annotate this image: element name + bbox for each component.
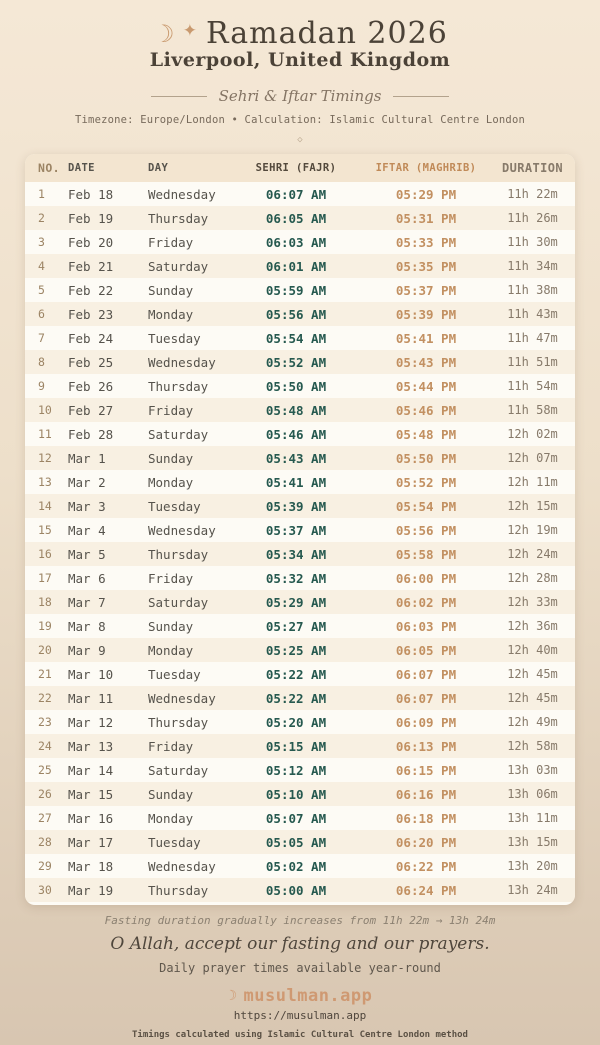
row-date: Mar 12 (68, 714, 114, 730)
row-date: Mar 17 (68, 834, 114, 850)
row-day: Tuesday (148, 834, 201, 850)
table-row (25, 734, 575, 758)
row-duration: 12h 19m (507, 523, 558, 537)
row-no: 26 (38, 787, 52, 801)
row-no: 7 (38, 331, 45, 345)
col-header-duration: DURATION (502, 161, 563, 175)
row-sehri-time: 05:10 AM (265, 786, 327, 802)
row-sehri-time: 05:05 AM (265, 834, 327, 850)
table-row (25, 878, 575, 902)
row-duration: 11h 54m (507, 379, 558, 393)
row-day: Sunday (148, 618, 194, 634)
table-row (25, 302, 575, 326)
row-sehri-time: 05:41 AM (265, 474, 327, 490)
row-iftar-time: 05:37 PM (395, 282, 457, 298)
row-day: Friday (148, 402, 194, 418)
row-sehri-time: 05:54 AM (265, 330, 327, 346)
row-day: Friday (148, 570, 194, 586)
table-row (25, 614, 575, 638)
row-sehri-time: 06:05 AM (265, 210, 327, 226)
row-iftar-time: 05:41 PM (395, 330, 457, 346)
diamond-ornament-icon: ◇ (297, 135, 303, 145)
row-sehri-time: 05:22 AM (265, 690, 327, 706)
row-day: Wednesday (148, 354, 216, 370)
table-row (25, 830, 575, 854)
row-sehri-time: 05:34 AM (265, 546, 327, 562)
row-iftar-time: 06:09 PM (395, 714, 457, 730)
row-day: Wednesday (148, 858, 216, 874)
row-sehri-time: 05:43 AM (265, 450, 327, 466)
timings-table-card (25, 154, 575, 905)
row-no: 29 (38, 859, 52, 873)
row-duration: 12h 45m (507, 691, 558, 705)
calculation-method-note: Timings calculated using Islamic Cultural Centre London method (132, 1030, 468, 1040)
table-row (25, 782, 575, 806)
row-date: Mar 2 (68, 474, 106, 490)
row-date: Mar 15 (68, 786, 114, 802)
row-sehri-time: 05:29 AM (265, 594, 327, 610)
row-no: 22 (38, 691, 52, 705)
row-no: 13 (38, 475, 52, 489)
row-date: Mar 4 (68, 522, 106, 538)
row-date: Feb 25 (68, 354, 114, 370)
row-no: 25 (38, 763, 52, 777)
row-sehri-time: 05:02 AM (265, 858, 327, 874)
row-no: 12 (38, 451, 52, 465)
row-iftar-time: 06:16 PM (395, 786, 457, 802)
row-duration: 13h 11m (507, 811, 558, 825)
row-no: 21 (38, 667, 52, 681)
table-row (25, 470, 575, 494)
row-duration: 11h 38m (507, 283, 558, 297)
row-day: Thursday (148, 210, 209, 226)
row-no: 20 (38, 643, 52, 657)
row-day: Saturday (148, 762, 209, 778)
row-iftar-time: 05:44 PM (395, 378, 457, 394)
row-date: Mar 19 (68, 882, 114, 898)
row-no: 10 (38, 403, 52, 417)
table-row (25, 254, 575, 278)
table-row (25, 326, 575, 350)
row-date: Feb 23 (68, 306, 114, 322)
row-duration: 12h 36m (507, 619, 558, 633)
row-no: 3 (38, 235, 45, 249)
row-no: 23 (38, 715, 52, 729)
row-day: Monday (148, 810, 194, 826)
page-header (0, 0, 600, 145)
row-date: Mar 6 (68, 570, 106, 586)
subtitle-divider (0, 87, 600, 105)
row-no: 19 (38, 619, 52, 633)
col-header-no: NO. (38, 161, 60, 175)
row-date: Feb 21 (68, 258, 114, 274)
row-day: Thursday (148, 546, 209, 562)
row-sehri-time: 05:59 AM (265, 282, 327, 298)
row-sehri-time: 05:00 AM (265, 882, 327, 898)
row-date: Feb 27 (68, 402, 114, 418)
row-duration: 12h 28m (507, 571, 558, 585)
row-day: Friday (148, 234, 194, 250)
row-day: Friday (148, 738, 194, 754)
row-sehri-time: 05:25 AM (265, 642, 327, 658)
row-duration: 11h 58m (507, 403, 558, 417)
table-row (25, 806, 575, 830)
table-row (25, 446, 575, 470)
row-day: Wednesday (148, 186, 216, 202)
row-date: Mar 13 (68, 738, 114, 754)
row-day: Wednesday (148, 690, 216, 706)
row-no: 15 (38, 523, 52, 537)
row-no: 28 (38, 835, 52, 849)
col-header-day: DAY (148, 162, 169, 174)
row-sehri-time: 06:03 AM (265, 234, 327, 250)
row-iftar-time: 05:58 PM (395, 546, 457, 562)
row-day: Tuesday (148, 498, 201, 514)
row-day: Saturday (148, 594, 209, 610)
col-header-sehri: SEHRI (FAJR) (255, 162, 337, 174)
row-iftar-time: 05:31 PM (395, 210, 457, 226)
row-no: 9 (38, 379, 45, 393)
row-date: Feb 28 (68, 426, 114, 442)
row-sehri-time: 05:50 AM (265, 378, 327, 394)
page-title-row (0, 16, 600, 51)
row-date: Feb 20 (68, 234, 114, 250)
row-day: Wednesday (148, 522, 216, 538)
row-iftar-time: 05:29 PM (395, 186, 457, 202)
row-duration: 12h 07m (507, 451, 558, 465)
row-duration: 11h 22m (507, 187, 558, 201)
row-duration: 12h 24m (507, 547, 558, 561)
row-iftar-time: 06:02 PM (395, 594, 457, 610)
row-duration: 12h 40m (507, 643, 558, 657)
row-no: 18 (38, 595, 52, 609)
row-duration: 12h 33m (507, 595, 558, 609)
row-sehri-time: 05:48 AM (265, 402, 327, 418)
row-iftar-time: 06:07 PM (395, 690, 457, 706)
row-day: Sunday (148, 786, 194, 802)
row-sehri-time: 05:27 AM (265, 618, 327, 634)
row-iftar-time: 05:46 PM (395, 402, 457, 418)
table-row (25, 758, 575, 782)
row-sehri-time: 05:56 AM (265, 306, 327, 322)
row-date: Mar 7 (68, 594, 106, 610)
row-date: Feb 22 (68, 282, 114, 298)
row-no: 8 (38, 355, 45, 369)
row-no: 30 (38, 883, 52, 897)
row-iftar-time: 05:43 PM (395, 354, 457, 370)
row-date: Mar 1 (68, 450, 106, 466)
row-iftar-time: 05:54 PM (395, 498, 457, 514)
table-row (25, 566, 575, 590)
table-row (25, 422, 575, 446)
page-footer (0, 914, 600, 1040)
fasting-duration-note: Fasting duration gradually increases from 11h 22m → 13h 24m (104, 914, 496, 927)
table-row (25, 518, 575, 542)
row-date: Feb 26 (68, 378, 114, 394)
row-no: 27 (38, 811, 52, 825)
row-iftar-time: 05:56 PM (395, 522, 457, 538)
row-no: 24 (38, 739, 52, 753)
row-date: Mar 18 (68, 858, 114, 874)
row-no: 14 (38, 499, 52, 513)
row-day: Tuesday (148, 330, 201, 346)
row-day: Saturday (148, 258, 209, 274)
brand-name: musulman.app (243, 986, 373, 1006)
timezone-calculation-meta: Timezone: Europe/London • Calculation: Islamic Cultural Centre London (75, 114, 525, 126)
row-duration: 13h 03m (507, 763, 558, 777)
crescent-moon-icon: ☾ (152, 19, 175, 48)
row-iftar-time: 06:22 PM (395, 858, 457, 874)
row-sehri-time: 05:22 AM (265, 666, 327, 682)
row-date: Mar 14 (68, 762, 114, 778)
row-date: Mar 16 (68, 810, 114, 826)
row-sehri-time: 05:39 AM (265, 498, 327, 514)
table-body (25, 182, 575, 902)
row-sehri-time: 06:07 AM (265, 186, 327, 202)
table-header-row (25, 154, 575, 182)
row-sehri-time: 05:52 AM (265, 354, 327, 370)
table-row (25, 278, 575, 302)
row-iftar-time: 06:24 PM (395, 882, 457, 898)
row-duration: 11h 34m (507, 259, 558, 273)
row-duration: 12h 45m (507, 667, 558, 681)
row-day: Monday (148, 642, 194, 658)
row-sehri-time: 05:37 AM (265, 522, 327, 538)
row-iftar-time: 06:00 PM (395, 570, 457, 586)
table-row (25, 638, 575, 662)
row-iftar-time: 05:48 PM (395, 426, 457, 442)
brand-link[interactable] (0, 986, 600, 1006)
row-iftar-time: 05:52 PM (395, 474, 457, 490)
row-day: Thursday (148, 882, 209, 898)
table-row (25, 590, 575, 614)
brand-crescent-icon: ☾ (227, 988, 237, 1004)
row-duration: 11h 26m (507, 211, 558, 225)
row-date: Mar 8 (68, 618, 106, 634)
row-sehri-time: 05:12 AM (265, 762, 327, 778)
row-iftar-time: 06:18 PM (395, 810, 457, 826)
row-iftar-time: 06:03 PM (395, 618, 457, 634)
divider-line-left (151, 96, 207, 97)
row-iftar-time: 05:33 PM (395, 234, 457, 250)
row-sehri-time: 05:32 AM (265, 570, 327, 586)
row-duration: 12h 02m (507, 427, 558, 441)
table-row (25, 542, 575, 566)
row-no: 17 (38, 571, 52, 585)
row-date: Mar 10 (68, 666, 114, 682)
table-row (25, 398, 575, 422)
table-row (25, 206, 575, 230)
table-row (25, 494, 575, 518)
row-duration: 12h 58m (507, 739, 558, 753)
row-duration: 12h 15m (507, 499, 558, 513)
row-date: Mar 11 (68, 690, 114, 706)
row-iftar-time: 06:07 PM (395, 666, 457, 682)
table-row (25, 686, 575, 710)
row-day: Monday (148, 306, 194, 322)
table-row (25, 710, 575, 734)
table-row (25, 182, 575, 206)
row-iftar-time: 06:15 PM (395, 762, 457, 778)
row-sehri-time: 05:15 AM (265, 738, 327, 754)
row-sehri-time: 06:01 AM (265, 258, 327, 274)
row-no: 2 (38, 211, 45, 225)
row-date: Feb 18 (68, 186, 114, 202)
row-date: Feb 19 (68, 210, 114, 226)
row-no: 5 (38, 283, 45, 297)
table-row (25, 374, 575, 398)
row-duration: 11h 47m (507, 331, 558, 345)
row-no: 16 (38, 547, 52, 561)
row-day: Sunday (148, 450, 194, 466)
divider-line-right (393, 96, 449, 97)
row-iftar-time: 06:20 PM (395, 834, 457, 850)
row-iftar-time: 05:35 PM (395, 258, 457, 274)
row-no: 1 (38, 187, 45, 201)
row-day: Monday (148, 474, 194, 490)
row-duration: 11h 30m (507, 235, 558, 249)
location-title: Liverpool, United Kingdom (149, 49, 451, 71)
availability-note: Daily prayer times available year-round (159, 961, 441, 975)
row-no: 6 (38, 307, 45, 321)
row-iftar-time: 06:05 PM (395, 642, 457, 658)
row-duration: 13h 24m (507, 883, 558, 897)
row-date: Feb 24 (68, 330, 114, 346)
dua-quote: O Allah, accept our fasting and our prayers. (110, 934, 490, 954)
row-date: Mar 3 (68, 498, 106, 514)
row-sehri-time: 05:07 AM (265, 810, 327, 826)
col-header-iftar: IFTAR (MAGHRIB) (375, 162, 477, 174)
row-duration: 12h 49m (507, 715, 558, 729)
row-day: Thursday (148, 714, 209, 730)
sparkle-star-icon: ✦ (182, 21, 198, 41)
row-iftar-time: 05:39 PM (395, 306, 457, 322)
row-day: Tuesday (148, 666, 201, 682)
table-row (25, 350, 575, 374)
row-duration: 12h 11m (507, 475, 558, 489)
row-duration: 13h 20m (507, 859, 558, 873)
table-row (25, 230, 575, 254)
row-date: Mar 9 (68, 642, 106, 658)
row-duration: 11h 51m (507, 355, 558, 369)
table-row (25, 854, 575, 878)
row-duration: 11h 43m (507, 307, 558, 321)
brand-url[interactable]: https://musulman.app (233, 1009, 367, 1022)
row-day: Saturday (148, 426, 209, 442)
page-title: Ramadan 2026 (205, 16, 448, 51)
row-day: Thursday (148, 378, 209, 394)
row-iftar-time: 06:13 PM (395, 738, 457, 754)
row-no: 4 (38, 259, 45, 273)
row-iftar-time: 05:50 PM (395, 450, 457, 466)
row-duration: 13h 06m (507, 787, 558, 801)
row-sehri-time: 05:20 AM (265, 714, 327, 730)
table-row (25, 662, 575, 686)
subtitle: Sehri & Iftar Timings (218, 87, 382, 105)
col-header-date: DATE (68, 162, 95, 174)
row-sehri-time: 05:46 AM (265, 426, 327, 442)
row-duration: 13h 15m (507, 835, 558, 849)
row-no: 11 (38, 427, 52, 441)
row-day: Sunday (148, 282, 194, 298)
row-date: Mar 5 (68, 546, 106, 562)
